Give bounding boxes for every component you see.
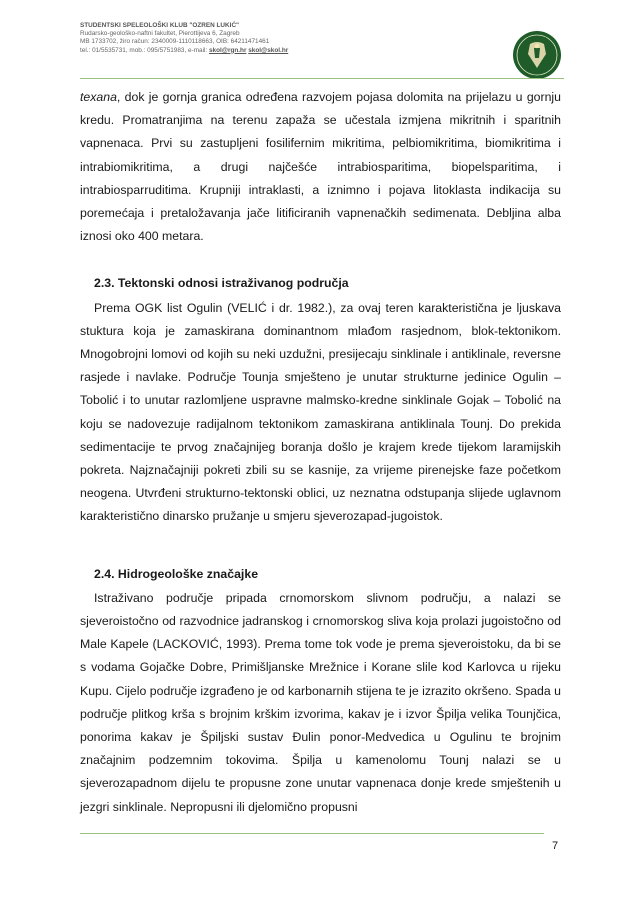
club-ids: MB 1733702, žiro račun: 2340009-1110118663, OIB: 64211471461 xyxy=(80,38,270,46)
letterhead xyxy=(80,22,560,80)
club-logo-icon xyxy=(512,30,562,80)
email-link[interactable]: skol@rgn.hr xyxy=(208,46,247,54)
page-number: 7 xyxy=(552,840,559,852)
paragraph-tectonics: Prema OGK list Ogulin (VELIĆ i dr. 1982.), za ovaj teren karakteristična je ljuskava stuktura koja je zamaskirana dominantnom mlađom rasjednom, blok-tektonikom. Mnogobrojni lomovi od kojih su neki uzdužni, presijecaju sinklinale i antiklinale, reversne rasjede i navlake. Područje Tounja smješteno je unutar strukturne jedinice Ogulin – Tobolić i to unutar razlomljene uspravne malmsko-kredne sinklinale Gojak – Tobolić na koju se nadovezuje radijalnom tektonikom zamaskirana antiklinala Tounj. Do prekida sedimentacije te prvog značajnijeg boranja došlo je krajem krede tijekom laramijskih pokreta. Najznačajniji pokreti zbili su se kasnije, za vrijeme pirenejske faze početkom neogena. Utvrđeni strukturno-tektonski oblici, uz neznatna odstupanja slijede uglavnom karakteristično dinarsko pružanje u smjeru sjeverozapad-jugoistok. xyxy=(80,300,561,524)
header-rule xyxy=(80,78,564,79)
paragraph-albian: texana, dok je gornja granica određena razvojem pojasa dolomita na prijelazu u gornju kredu. Promatranjima na terenu zapaža se učestala izmjena mikritnih i sparitnih vapnenaca. Prvi su zastupljeni fosilifernim mikritima, pelbiomikritima, biomikritima i intrabiomikritima, a drugi najčešće intrabiosparitima, biopelsparitima, i intrabiosparruditima. Krupniji intraklasti, a iznimno i pojava litoklasta indikacija su poremećaja i pretaložavanja jače litificiranih vapnenačkih sedimenata. Debljina alba iznosi oko 400 metara. xyxy=(80,90,561,244)
club-name: STUDENTSKI SPELEOLOŠKI KLUB "OZREN LUKIĆ" xyxy=(80,22,240,29)
section-heading-tectonics: 2.3. Tektonski odnosi istraživanog područja xyxy=(94,276,349,291)
footer-rule xyxy=(80,833,544,834)
club-contact xyxy=(80,47,560,55)
page-content xyxy=(80,86,561,819)
club-address: Rudarsko-geološko-naftni fakultet, Pierottijeva 6, Zagreb xyxy=(80,30,240,38)
contact-prefix: tel.: 01/5535731, mob.: 095/5751983, e-mail: xyxy=(80,46,209,54)
site-link[interactable]: skol@skol.hr xyxy=(248,46,289,54)
paragraph-hydrogeology: Istraživano područje pripada crnomorskom slivnom području, a nalazi se sjeveroistočno od razvodnice jadranskog i crnomorskog sliva koja prolazi jugoistočno od Male Kapele (LACKOVIĆ, 1993). Prema tome tok vode je prema sjeveroistoku, da bi se s vodama Gojačke Dobre, Primišljanske Mrežnice i Korane slile kod Karlovca u rijeku Kupu. Cijelo područje izgrađeno je od karbonarnih stijena te je izrazito okršeno. Spada u područje plitkog krša s brojnim krškim izvorima, kakav je i izvor Špilja velika Tounjčica, ponorima kakav je Špiljski sustav Đulin ponor-Medvedica u Ogulinu te brojnim značajnim podzemnim tokovima. Špilja u kamenolomu Tounj nalazi se u sjeverozapadnom dijelu te propusne zone unutar vapnenaca donje krede smještenih u jezgri sinklinale. Nepropusni ili djelomično propusni xyxy=(80,590,561,814)
species-name: texana xyxy=(80,90,117,104)
section-heading-hydrogeology: 2.4. Hidrogeološke značajke xyxy=(94,566,259,581)
